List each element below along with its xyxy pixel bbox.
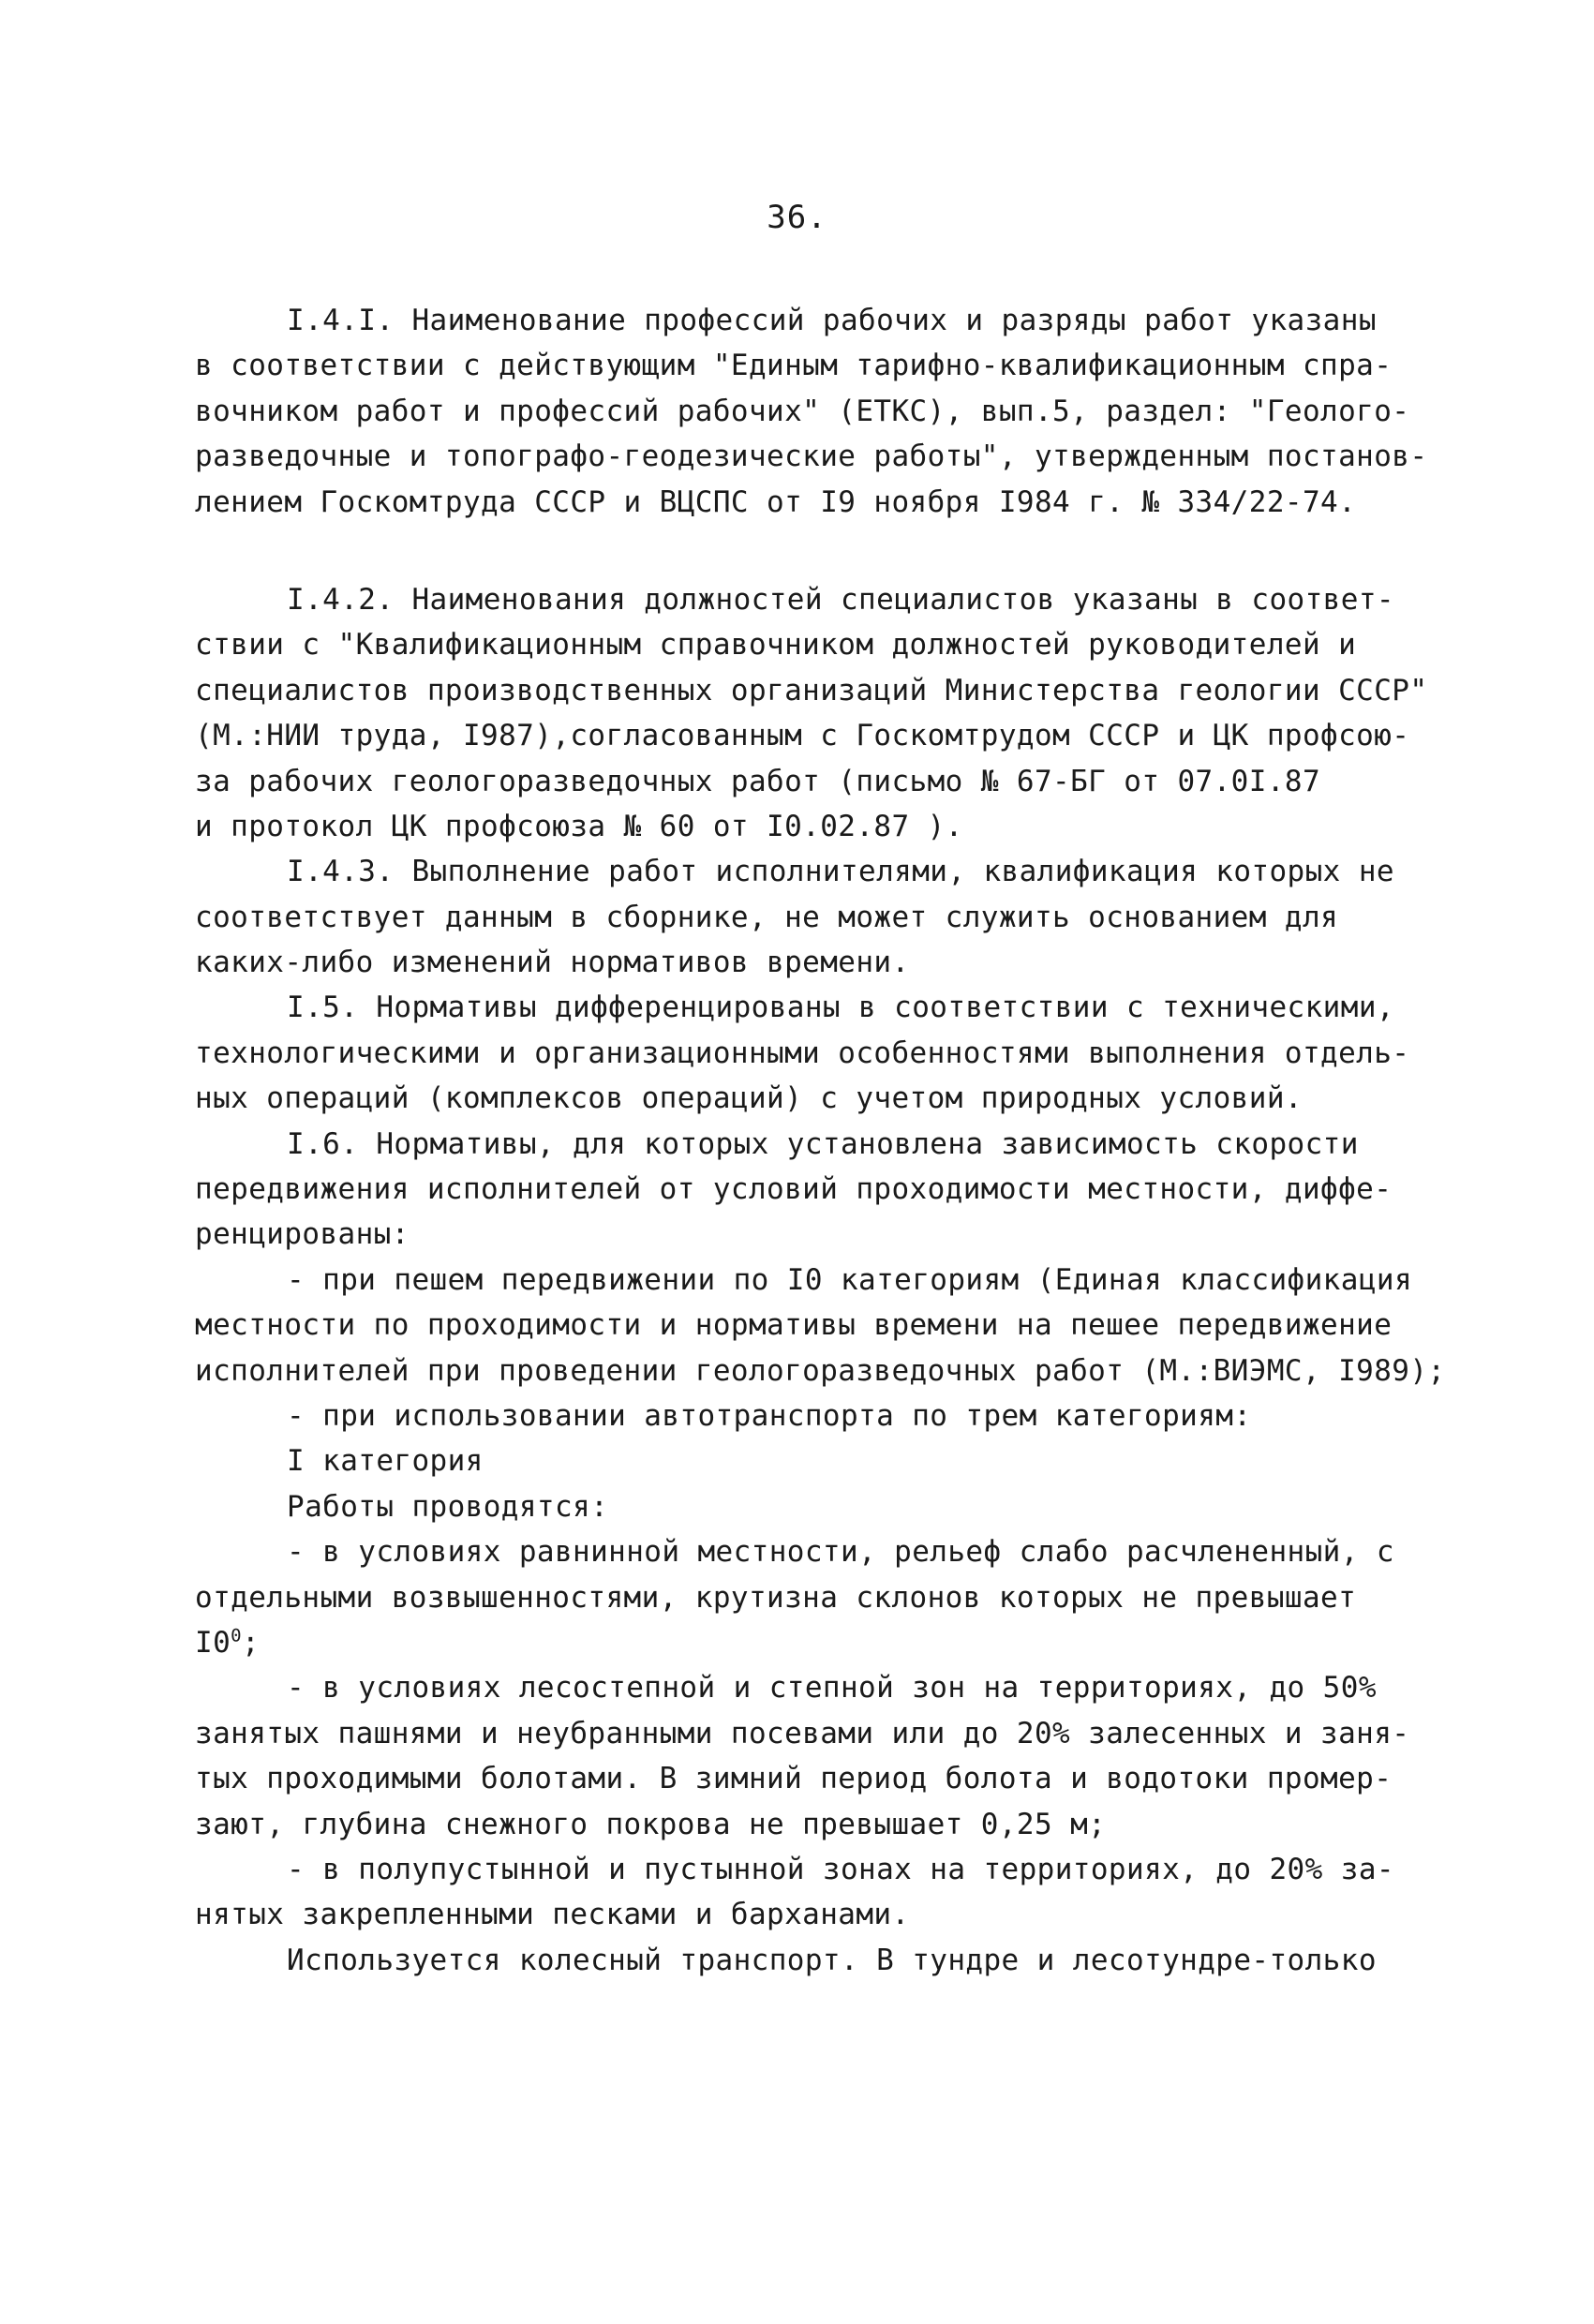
text-line: ных операций (комплексов операций) с учетом природных условий. xyxy=(195,1081,1303,1116)
text-line: и протокол ЦК профсоюза № 60 от I0.02.87 ). xyxy=(195,809,963,843)
paragraph-1-6 xyxy=(195,1122,1432,1258)
paragraph-1-4-2 xyxy=(195,577,1432,849)
condition-desert xyxy=(195,1847,1432,1938)
end-mark: ; xyxy=(241,1625,261,1660)
text-line: тых проходимыми болотами. В зимний период болота и водотоки промер- xyxy=(195,1762,1393,1796)
text-line: специалистов производственных организаций Министерства геологии СССР" xyxy=(195,673,1428,708)
text-line: в соответствии с действующим "Единым тарифно-квалификационным спра- xyxy=(195,349,1393,383)
text-line: лением Госкомтруда СССР и ВЦСПС от I9 ноября I984 г. № 334/22-74. xyxy=(195,484,1357,519)
text-line: ренцированы: xyxy=(195,1217,410,1252)
text-line: соответствует данным в сборнике, не может служить основанием для xyxy=(195,900,1339,934)
text-line: I.5. Нормативы дифференцированы в соответствии с техническими, xyxy=(287,991,1394,1025)
text-line: исполнителей при проведении геологоразведочных работ (М.:ВИЭМС, I989); xyxy=(195,1353,1446,1388)
text-line: за рабочих геологоразведочных работ (письмо № 67-БГ от 07.0I.87 xyxy=(195,764,1321,798)
slope-value: I0 xyxy=(195,1625,231,1660)
list-item-foot-travel xyxy=(195,1258,1446,1393)
text-line: технологическими и организационными особенностями выполнения отдель- xyxy=(195,1035,1410,1070)
works-conducted-label: Работы проводятся: xyxy=(287,1489,609,1524)
text-line: ствии с "Квалификационным справочником должностей руководителей и xyxy=(195,628,1357,663)
text-line: I.4.I. Наименование профессий рабочих и разряды работ указаны xyxy=(287,304,1377,337)
document-body xyxy=(195,298,1446,1983)
transport-note: Используется колесный транспорт. В тундре и лесотундре-только xyxy=(287,1943,1377,1977)
paragraph-1-4-3 xyxy=(195,849,1432,985)
text-line: разведочные и топографо-геодезические работы", утвержденным постанов- xyxy=(195,439,1428,474)
text-line: отдельными возвышенностями, крутизна склонов которых не превышает xyxy=(195,1580,1357,1615)
condition-plain xyxy=(195,1529,1432,1665)
text-line: I.6. Нормативы, для которых установлена зависимость скорости xyxy=(287,1126,1359,1161)
text-line: местности по проходимости и нормативы времени на пешее передвижение xyxy=(195,1308,1393,1343)
list-item-vehicle-travel: - при использовании автотранспорта по трем категориям: xyxy=(287,1398,1252,1433)
condition-steppe xyxy=(195,1665,1432,1847)
text-line: I.4.3. Выполнение работ исполнителями, квалификация которых не xyxy=(287,855,1394,889)
paragraph-1-4-1 xyxy=(195,298,1432,525)
text-line: I.4.2. Наименования должностей специалистов указаны в соответ- xyxy=(287,582,1394,617)
category-heading: I категория xyxy=(287,1444,484,1479)
text-line: - при пешем передвижении по I0 категориям (Единая классификация xyxy=(287,1262,1413,1297)
text-line: каких-либо изменений нормативов времени. xyxy=(195,946,910,980)
text-line: передвижения исполнителей от условий проходимости местности, диффе- xyxy=(195,1172,1393,1207)
paragraph-1-5 xyxy=(195,985,1432,1121)
text-line: - в полупустынной и пустынной зонах на территориях, до 20% за- xyxy=(287,1852,1394,1886)
text-line: занятых пашнями и неубранными посевами или до 20% залесенных и заня- xyxy=(195,1716,1410,1750)
text-line: (М.:НИИ труда, I987),согласованным с Госкомтрудом СССР и ЦК профсою- xyxy=(195,719,1410,753)
page-number: 36. xyxy=(767,199,827,236)
slope-line xyxy=(195,1620,1432,1665)
text-line: зают, глубина снежного покрова не превышает 0,25 м; xyxy=(195,1807,1107,1841)
text-line: нятых закрепленными песками и барханами. xyxy=(195,1898,910,1932)
text-line: - в условиях равнинной местности, рельеф слабо расчлененный, с xyxy=(287,1535,1394,1570)
text-line: - в условиях лесостепной и степной зон на территориях, до 50% xyxy=(287,1671,1377,1706)
degree-mark: 0 xyxy=(231,1625,242,1646)
text-line: вочником работ и профессий рабочих" (ЕТКС), вып.5, раздел: "Геолого- xyxy=(195,394,1410,428)
